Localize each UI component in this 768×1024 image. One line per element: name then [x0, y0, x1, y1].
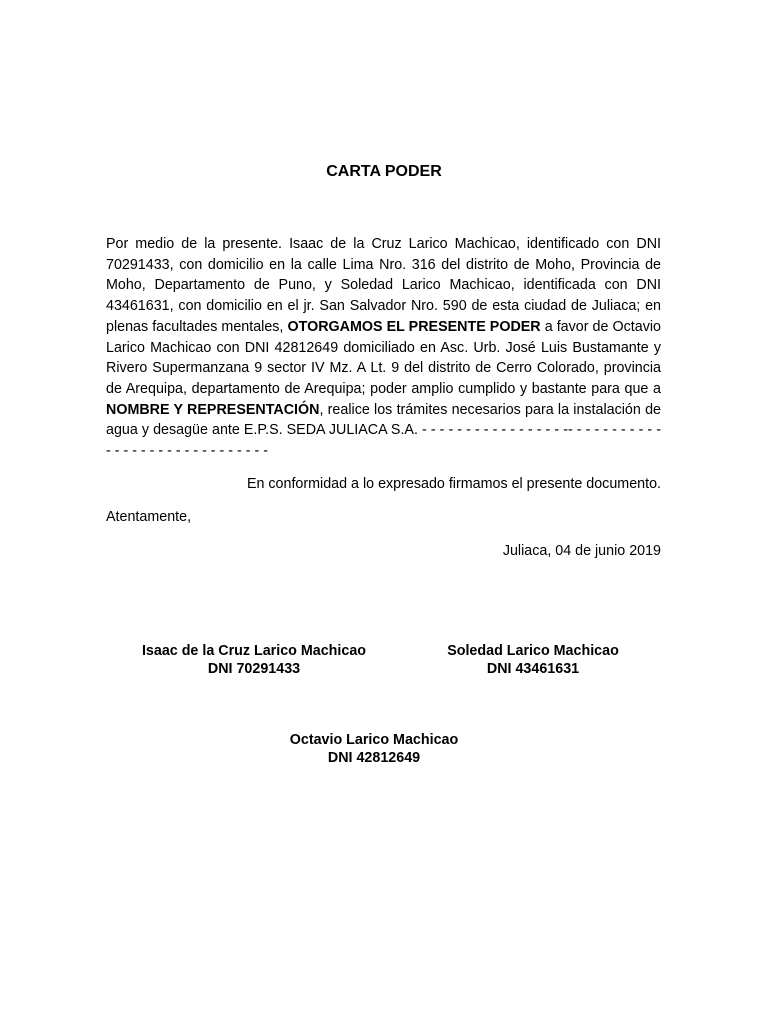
- body-paragraph: [106, 234, 661, 462]
- signer-dni: DNI 43461631: [486, 661, 580, 677]
- signer-block-3: [264, 731, 484, 767]
- signer-name: Octavio Larico Machicao: [289, 732, 459, 748]
- paragraph-text-part-3: , realice los trámites necesarios para la instalación de agua y desagüe ante E.P.S. SEDA JULIACA S.A. - - - - - - - - - - - - - - - - -- - - - - - - - - - - - - - - - - - - - - - - - - - - - - -: [106, 401, 661, 460]
- document-title: CARTA PODER: [326, 163, 442, 180]
- paragraph-bold-representation: NOMBRE Y REPRESENTACIÓN: [106, 401, 320, 418]
- paragraph-bold-grant: OTORGAMOS EL PRESENTE PODER: [287, 318, 541, 335]
- closing-salutation: Atentamente,: [106, 509, 192, 525]
- paragraph-text-part-1: Por medio de la presente. Isaac de la Cruz Larico Machicao, identificado con DNI 70291433, con domicilio en la calle Lima Nro. 316 del distrito de Moho, Provincia de Moho, Departamento de Puno, y Soledad Larico Machicao, identificada con DNI 43461631, con domicilio en el jr. San Salvador Nro. 590 de esta ciudad de Juliaca; en plenas facultades mentales,: [106, 236, 661, 335]
- signer-block-2: [418, 642, 648, 678]
- signer-dni: DNI 42812649: [327, 750, 421, 766]
- signer-dni: DNI 70291433: [207, 661, 301, 677]
- signer-name: Soledad Larico Machicao: [447, 643, 619, 659]
- paragraph-text-part-2: a favor de Octavio Larico Machicao con DNI 42812649 domiciliado en Asc. Urb. José Luis Bustamante y Rivero Supermanzana 9 sector IV Mz. A Lt. 9 del distrito de Cerro Colorado, provincia de Arequipa, departamento de Arequipa; poder amplio cumplido y bastante para que a: [106, 318, 661, 397]
- signer-block-1: [124, 642, 384, 678]
- signer-name: Isaac de la Cruz Larico Machicao: [141, 643, 367, 659]
- place-and-date: Juliaca, 04 de junio 2019: [502, 543, 661, 559]
- conformity-statement: En conformidad a lo expresado firmamos el presente documento.: [246, 476, 661, 492]
